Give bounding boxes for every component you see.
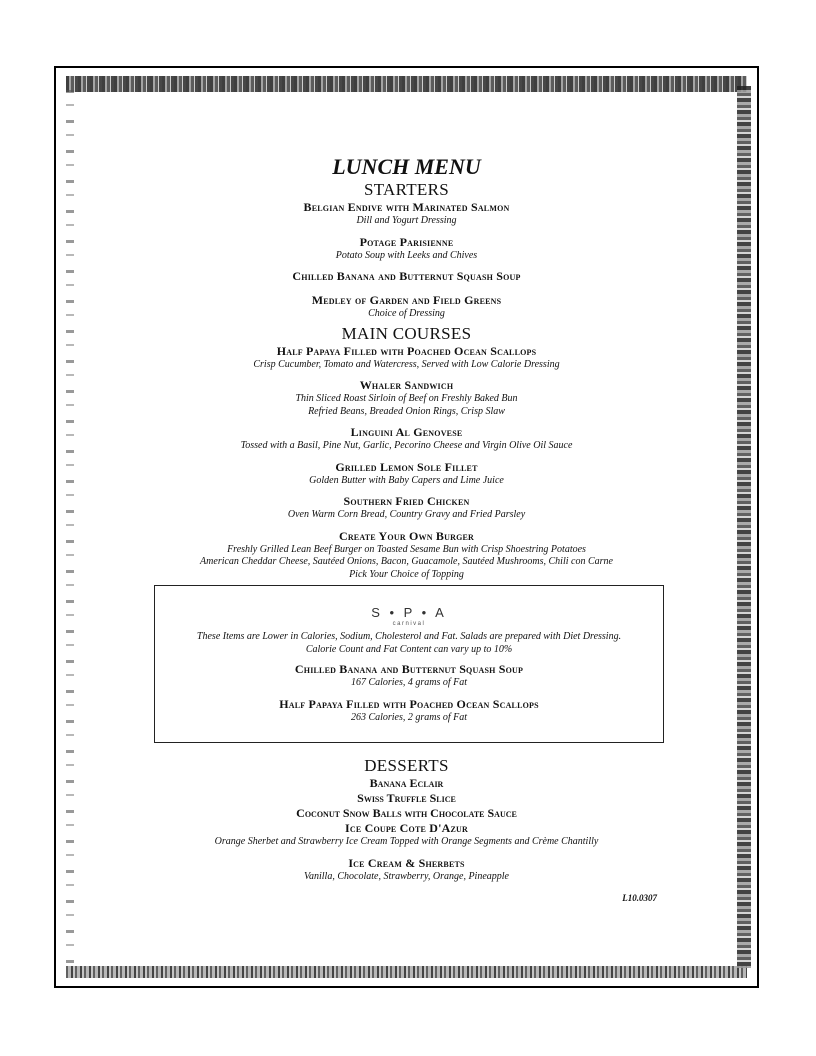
item-name: Southern Fried Chicken xyxy=(343,494,470,508)
item-name: Banana Eclair xyxy=(369,776,444,790)
spa-logo: S • P • A xyxy=(371,605,447,620)
starters-heading: STARTERS xyxy=(363,180,450,199)
menu-item xyxy=(56,293,757,321)
menu-code: L10.0307 xyxy=(622,893,657,903)
item-name: Whaler Sandwich xyxy=(359,378,454,392)
item-description: American Cheddar Cheese, Sautéed Onions, Bacon, Guacamole, Sautéed Mushrooms, Chili con Carne xyxy=(200,556,613,567)
item-description: Pick Your Choice of Topping xyxy=(349,568,464,580)
menu-frame xyxy=(54,66,759,988)
item-name: Belgian Endive with Marinated Salmon xyxy=(303,200,510,214)
item-description: Choice of Dressing xyxy=(368,308,445,319)
menu-title: LUNCH MENU xyxy=(332,154,481,179)
spa-note: These Items are Lower in Calories, Sodium, Cholesterol and Fat. Salads are prepared with Diet Dressing. xyxy=(196,631,622,642)
item-description: Oven Warm Corn Bread, Country Gravy and Fried Parsley xyxy=(287,509,526,520)
spa-note: Calorie Count and Fat Content can vary up to 10% xyxy=(305,643,513,655)
item-description: Crisp Cucumber, Tomato and Watercress, Served with Low Calorie Dressing xyxy=(253,358,560,370)
item-name: Ice Coupe Cote D'Azur xyxy=(345,821,468,835)
menu-item xyxy=(56,235,757,263)
menu-item xyxy=(155,662,663,690)
item-name: Ice Cream & Sherbets xyxy=(348,855,465,870)
item-name: Coconut Snow Balls with Chocolate Sauce xyxy=(296,806,517,820)
item-name: Linguini Al Genovese xyxy=(350,425,463,439)
item-name: Potage Parisienne xyxy=(359,234,454,249)
item-name: Chilled Banana and Butternut Squash Soup xyxy=(292,269,521,283)
spa-section xyxy=(154,585,664,743)
item-description: 167 Calories, 4 grams of Fat xyxy=(350,677,468,688)
item-description: Potato Soup with Leeks and Chives xyxy=(335,249,478,261)
menu-item xyxy=(56,425,757,453)
item-name: Create Your Own Burger xyxy=(338,528,475,543)
menu-item xyxy=(56,269,757,284)
item-name: Swiss Truffle Slice xyxy=(357,791,456,805)
torn-edge-bottom xyxy=(66,966,747,978)
menu-item xyxy=(56,529,757,582)
menu-item xyxy=(56,378,757,418)
item-description: Dill and Yogurt Dressing xyxy=(356,215,457,226)
menu-content xyxy=(56,154,757,588)
item-description: Vanilla, Chocolate, Strawberry, Orange, Pineapple xyxy=(304,870,509,882)
item-description: Orange Sherbet and Strawberry Ice Cream Topped with Orange Segments and Crème Chantilly xyxy=(214,836,599,847)
menu-item xyxy=(56,460,757,488)
menu-item xyxy=(56,856,757,884)
menu-item xyxy=(155,697,663,725)
desserts-section xyxy=(56,756,757,890)
menu-item xyxy=(56,494,757,522)
spa-logo-subtitle: carnival xyxy=(392,621,426,627)
item-name: Grilled Lemon Sole Fillet xyxy=(335,459,478,474)
item-name: Medley of Garden and Field Greens xyxy=(311,293,502,307)
item-description: Tossed with a Basil, Pine Nut, Garlic, Pecorino Cheese and Virgin Olive Oil Sauce xyxy=(240,440,573,451)
item-description: Thin Sliced Roast Sirloin of Beef on Freshly Baked Bun xyxy=(295,393,518,404)
desserts-heading: DESSERTS xyxy=(364,756,449,775)
item-description: 263 Calories, 2 grams of Fat xyxy=(350,711,468,723)
item-description: Freshly Grilled Lean Beef Burger on Toasted Sesame Bun with Crisp Shoestring Potatoes xyxy=(227,543,586,555)
item-description: Refried Beans, Breaded Onion Rings, Crisp Slaw xyxy=(308,405,505,417)
main-courses-heading: MAIN COURSES xyxy=(341,323,472,343)
torn-edge-top xyxy=(66,76,747,92)
item-name: Half Papaya Filled with Poached Ocean Scallops xyxy=(276,343,537,358)
item-description: Golden Butter with Baby Capers and Lime Juice xyxy=(309,474,504,486)
menu-item xyxy=(56,821,757,849)
menu-item xyxy=(56,200,757,228)
item-name: Chilled Banana and Butternut Squash Soup xyxy=(294,662,524,676)
item-name: Half Papaya Filled with Poached Ocean Scallops xyxy=(279,696,539,711)
menu-item xyxy=(56,344,757,372)
